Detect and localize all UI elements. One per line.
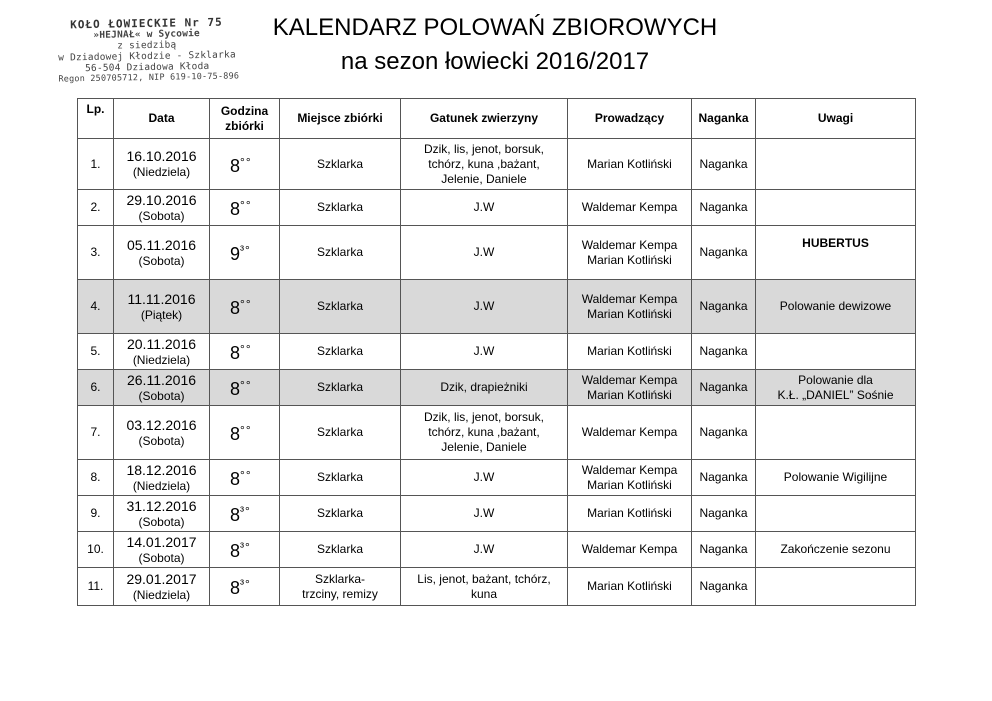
table-row — [78, 370, 916, 406]
row-beaters: Naganka — [692, 226, 756, 280]
row-weekday: (Piątek) — [140, 307, 183, 322]
row-date: 11.11.2016 — [127, 290, 196, 307]
row-leaders-line: Waldemar Kempa — [581, 200, 678, 214]
row-leaders-line: Marian Kotliński — [587, 306, 672, 321]
row-leaders — [568, 334, 692, 370]
row-lp: 3. — [78, 226, 114, 280]
table-header-row — [78, 99, 916, 139]
row-date: 20.11.2016 — [126, 335, 197, 352]
page-title — [240, 11, 750, 79]
title-line-1: KALENDARZ POLOWAŃ ZBIOROWYCH — [272, 14, 718, 41]
row-game-species-line: Dzik, drapieżniki — [440, 380, 528, 394]
row-hour: 8 — [230, 155, 241, 176]
row-notes-line: Polowanie Wigilijne — [783, 470, 888, 484]
row-leaders-line: Marian Kotliński — [587, 477, 672, 492]
row-lp: 7. — [78, 406, 114, 460]
row-lp: 5. — [78, 334, 114, 370]
stamp-line: z siedzibą — [117, 39, 177, 52]
row-minutes: °° — [240, 154, 252, 169]
row-leaders — [568, 406, 692, 460]
row-gathering-hour — [210, 568, 280, 606]
row-beaters: Naganka — [692, 460, 756, 496]
row-date-cell — [114, 496, 210, 532]
row-hour: 9 — [230, 244, 241, 264]
row-leaders-line: Waldemar Kempa — [581, 291, 678, 306]
row-minutes: °° — [240, 198, 252, 212]
row-game-species — [401, 226, 568, 280]
row-game-species-line: J.W — [473, 200, 495, 214]
row-gathering-hour — [210, 370, 280, 406]
row-beaters: Naganka — [692, 568, 756, 606]
row-notes-line: Polowanie dla — [798, 372, 873, 387]
row-lp: 10. — [78, 532, 114, 568]
row-beaters: Naganka — [692, 190, 756, 226]
row-minutes: °° — [240, 378, 252, 392]
row-minutes: ³° — [240, 243, 251, 257]
row-gathering-place-line: Szklarka — [316, 200, 363, 214]
table-row — [78, 532, 916, 568]
row-hour: 8 — [230, 578, 241, 598]
header-gathering-hour-line: zbiórki — [225, 118, 264, 133]
row-gathering-hour — [210, 532, 280, 568]
row-leaders — [568, 139, 692, 190]
row-gathering-place — [280, 406, 401, 460]
row-minutes: ³° — [240, 540, 251, 554]
row-weekday: (Niedziela) — [132, 165, 191, 179]
row-notes — [756, 334, 916, 370]
row-gathering-hour — [210, 226, 280, 280]
row-notes — [756, 226, 916, 280]
row-leaders — [568, 226, 692, 280]
row-leaders-line: Waldemar Kempa — [581, 462, 678, 477]
row-gathering-place-line: Szklarka — [316, 245, 363, 259]
row-date-cell — [114, 460, 210, 496]
table-row — [78, 190, 916, 226]
row-gathering-place-line: Szklarka — [316, 344, 363, 358]
row-date: 16.10.2016 — [126, 148, 197, 164]
row-game-species-line: J.W — [473, 470, 495, 484]
header-gathering-place: Miejsce zbiórki — [280, 99, 401, 139]
row-minutes: °° — [240, 297, 252, 311]
row-leaders — [568, 370, 692, 406]
title-line-2: na sezon łowiecki 2016/2017 — [340, 48, 650, 75]
row-notes — [756, 460, 916, 496]
row-gathering-place — [280, 370, 401, 406]
row-notes — [756, 406, 916, 460]
stamp-line: Regon 250705712, NIP 619-10-75-896 — [58, 71, 240, 85]
row-gathering-hour — [210, 280, 280, 334]
row-game-species-line: Dzik, lis, jenot, borsuk, — [423, 141, 545, 156]
row-notes — [756, 532, 916, 568]
header-gathering-hour — [210, 99, 280, 139]
row-hour: 8 — [230, 199, 241, 219]
table-row — [78, 334, 916, 370]
row-date-cell — [114, 568, 210, 606]
row-game-species — [401, 139, 568, 190]
row-hour: 8 — [230, 505, 241, 525]
row-date-cell — [114, 280, 210, 334]
header-beaters: Naganka — [692, 99, 756, 139]
row-weekday: (Sobota) — [138, 433, 185, 448]
row-lp: 11. — [78, 568, 114, 606]
row-gathering-hour — [210, 190, 280, 226]
row-leaders — [568, 460, 692, 496]
row-hour: 8 — [230, 541, 241, 561]
table-row — [78, 568, 916, 606]
row-weekday: (Niedziela) — [132, 478, 191, 493]
table-row — [78, 226, 916, 280]
row-lp: 1. — [78, 139, 114, 190]
row-gathering-place-line: Szklarka — [316, 470, 363, 484]
row-date-cell — [114, 406, 210, 460]
row-minutes: ³° — [240, 504, 251, 518]
header-leader: Prowadzący — [568, 99, 692, 139]
stamp-line: »HEJNAŁ« w Sycowie — [93, 28, 201, 41]
row-notes — [756, 280, 916, 334]
row-leaders — [568, 190, 692, 226]
row-weekday: (Sobota) — [138, 388, 185, 403]
row-date: 03.12.2016 — [126, 416, 197, 433]
row-game-species-line: J.W — [473, 542, 495, 556]
row-game-species — [401, 532, 568, 568]
row-date-cell — [114, 139, 210, 190]
row-gathering-place — [280, 532, 401, 568]
row-gathering-place-line: Szklarka- — [314, 571, 365, 586]
row-game-species-line: J.W — [473, 245, 495, 259]
row-leaders-line: Waldemar Kempa — [581, 425, 678, 439]
row-game-species-line: kuna — [470, 586, 498, 601]
row-beaters: Naganka — [692, 406, 756, 460]
row-minutes: °° — [240, 423, 252, 437]
header-lp: Lp. — [78, 99, 114, 139]
row-leaders — [568, 532, 692, 568]
row-date-cell — [114, 334, 210, 370]
row-game-species — [401, 460, 568, 496]
hunting-calendar-table — [77, 98, 916, 606]
row-date: 18.12.2016 — [126, 461, 197, 478]
row-game-species — [401, 406, 568, 460]
header-game-species: Gatunek zwierzyny — [401, 99, 568, 139]
header-date: Data — [114, 99, 210, 139]
row-weekday: (Sobota) — [138, 253, 185, 268]
row-hour: 8 — [230, 343, 241, 363]
row-weekday: (Sobota) — [138, 208, 185, 223]
row-hour: 8 — [230, 469, 241, 489]
row-game-species-line: Lis, jenot, bażant, tchórz, — [417, 571, 551, 586]
row-gathering-place — [280, 226, 401, 280]
row-gathering-place — [280, 139, 401, 190]
row-game-species-line: Jelenie, Daniele — [441, 171, 527, 186]
row-leaders-line: Marian Kotliński — [587, 387, 672, 402]
row-beaters: Naganka — [692, 334, 756, 370]
table-row — [78, 139, 916, 190]
table-row — [78, 496, 916, 532]
row-notes — [756, 370, 916, 406]
row-minutes: °° — [240, 342, 252, 356]
row-weekday: (Niedziela) — [132, 587, 191, 602]
row-leaders-line: Waldemar Kempa — [581, 237, 678, 252]
row-weekday: (Sobota) — [138, 550, 185, 565]
row-game-species — [401, 334, 568, 370]
row-beaters: Naganka — [692, 139, 756, 190]
row-lp: 8. — [78, 460, 114, 496]
row-hour: 8 — [230, 298, 241, 318]
stamp-line: KOŁO ŁOWIECKIE Nr 75 — [70, 15, 223, 32]
row-gathering-place-line: Szklarka — [316, 425, 363, 439]
row-notes-line: K.Ł. „DANIEL” Sośnie — [777, 387, 894, 402]
row-game-species — [401, 370, 568, 406]
row-date-cell — [114, 370, 210, 406]
row-lp: 4. — [78, 280, 114, 334]
row-hour: 8 — [230, 424, 241, 444]
row-lp: 6. — [78, 370, 114, 406]
row-game-species-line: J.W — [473, 344, 495, 358]
row-weekday: (Niedziela) — [132, 352, 191, 367]
row-beaters: Naganka — [692, 370, 756, 406]
row-gathering-place-line: Szklarka — [316, 299, 363, 313]
row-hour: 8 — [230, 379, 241, 399]
header-gathering-hour-line: Godzina — [220, 103, 269, 118]
row-minutes: ³° — [240, 577, 251, 591]
row-date-cell — [114, 226, 210, 280]
row-date: 26.11.2016 — [126, 371, 197, 388]
table-row — [78, 406, 916, 460]
row-leaders — [568, 280, 692, 334]
header-notes: Uwagi — [756, 99, 916, 139]
row-date: 14.01.2017 — [126, 533, 197, 550]
row-gathering-hour — [210, 139, 280, 190]
row-notes-line: HUBERTUS — [802, 236, 869, 250]
row-notes — [756, 139, 916, 190]
row-gathering-hour — [210, 460, 280, 496]
row-gathering-hour — [210, 496, 280, 532]
row-leaders-line: Marian Kotliński — [587, 156, 672, 171]
row-game-species-line: Jelenie, Daniele — [441, 440, 527, 454]
row-game-species-line: J.W — [473, 506, 495, 520]
table-body — [78, 139, 916, 606]
row-beaters: Naganka — [692, 496, 756, 532]
row-leaders-line: Marian Kotliński — [587, 252, 672, 267]
row-date-cell — [114, 532, 210, 568]
row-beaters: Naganka — [692, 532, 756, 568]
row-date-cell — [114, 190, 210, 226]
row-leaders — [568, 568, 692, 606]
row-lp: 2. — [78, 190, 114, 226]
row-gathering-place-line: Szklarka — [316, 506, 363, 520]
row-date: 29.01.2017 — [126, 570, 197, 587]
row-game-species-line: tchórz, kuna ,bażant, — [428, 425, 540, 439]
row-notes-line: Polowanie dewizowe — [779, 299, 892, 313]
row-leaders-line: Waldemar Kempa — [581, 372, 678, 387]
row-minutes: °° — [240, 468, 252, 482]
row-gathering-place — [280, 190, 401, 226]
table-row — [78, 280, 916, 334]
row-leaders-line: Marian Kotliński — [587, 344, 672, 358]
row-date: 05.11.2016 — [126, 236, 197, 253]
row-leaders-line: Marian Kotliński — [587, 579, 672, 593]
row-gathering-place-line: trzciny, remizy — [302, 586, 378, 601]
hunting-club-stamp — [57, 15, 240, 91]
row-notes-line: Zakończenie sezonu — [780, 542, 891, 556]
row-gathering-place — [280, 280, 401, 334]
row-game-species-line: Dzik, lis, jenot, borsuk, — [423, 410, 545, 424]
row-beaters: Naganka — [692, 280, 756, 334]
row-game-species — [401, 568, 568, 606]
row-gathering-place — [280, 496, 401, 532]
table-row — [78, 460, 916, 496]
row-notes — [756, 190, 916, 226]
row-gathering-place-line: Szklarka — [316, 542, 363, 556]
row-game-species — [401, 190, 568, 226]
row-gathering-hour — [210, 406, 280, 460]
row-notes — [756, 568, 916, 606]
row-gathering-place-line: Szklarka — [316, 156, 363, 171]
row-gathering-hour — [210, 334, 280, 370]
row-game-species — [401, 280, 568, 334]
row-game-species-line: J.W — [473, 299, 495, 313]
stamp-line: w Dziadowej Kłodzie - Szklarka — [58, 49, 236, 64]
row-weekday: (Sobota) — [138, 514, 185, 529]
row-game-species — [401, 496, 568, 532]
row-date: 29.10.2016 — [126, 191, 197, 208]
row-notes — [756, 496, 916, 532]
row-gathering-place — [280, 568, 401, 606]
row-gathering-place — [280, 334, 401, 370]
row-lp: 9. — [78, 496, 114, 532]
row-game-species-line: tchórz, kuna ,bażant, — [428, 156, 540, 171]
row-leaders-line: Waldemar Kempa — [581, 542, 678, 556]
row-date: 31.12.2016 — [126, 497, 197, 514]
row-gathering-place — [280, 460, 401, 496]
row-leaders-line: Marian Kotliński — [587, 506, 672, 520]
row-leaders — [568, 496, 692, 532]
stamp-line: 56-504 Dziadowa Kłoda — [84, 60, 210, 75]
row-gathering-place-line: Szklarka — [316, 380, 363, 394]
